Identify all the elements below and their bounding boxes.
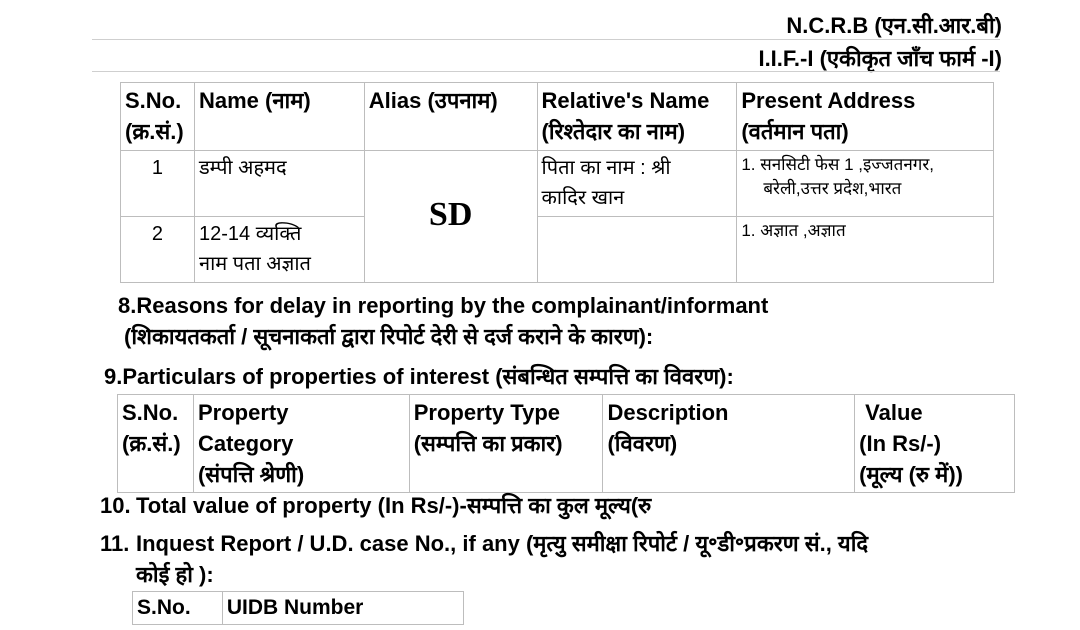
row-sno: 1 bbox=[121, 151, 195, 217]
section-9-title: 9.Particulars of properties of interest (संबन्धित सम्पत्ति का विवरण): bbox=[104, 364, 734, 389]
row-relative bbox=[537, 217, 737, 283]
row-name: 12-14 व्यक्ति नाम पता अज्ञात bbox=[194, 217, 364, 283]
row-sno: 2 bbox=[121, 217, 195, 283]
property-table bbox=[117, 394, 1015, 493]
row-address: 1. अज्ञात ,अज्ञात bbox=[737, 217, 994, 283]
row-alias bbox=[364, 151, 537, 283]
section-11-title-cont: कोई हो ): bbox=[136, 562, 214, 587]
row-name: डम्पी अहमद bbox=[194, 151, 364, 217]
col-sno: S.No. (क्र.सं.) bbox=[118, 395, 194, 493]
col-description: Description (विवरण) bbox=[603, 395, 855, 493]
col-category: Property Category (संपत्ति श्रेणी) bbox=[193, 395, 409, 493]
header-divider-1 bbox=[92, 39, 1000, 40]
header-iif: I.I.F.-I (एकीकृत जाँच फार्म -I) bbox=[758, 46, 1002, 71]
sd-stamp: SD bbox=[428, 195, 473, 233]
header-ncrb: N.C.R.B (एन.सी.आर.बी) bbox=[786, 13, 1002, 38]
col-alias: Alias (उपनाम) bbox=[364, 83, 537, 151]
section-11-title: Inquest Report / U.D. case No., if any (मृत्यु समीक्षा रिपोर्ट / यू॰डी॰प्रकरण सं., यदि bbox=[136, 531, 869, 556]
col-relative: Relative's Name (रिश्तेदार का नाम) bbox=[537, 83, 737, 151]
section-8-subtitle: (शिकायतकर्ता / सूचनाकर्ता द्वारा रिपोर्ट देरी से दर्ज कराने के कारण): bbox=[124, 324, 654, 349]
table-row bbox=[121, 151, 994, 217]
col-uidb-number: UIDB Number bbox=[222, 592, 463, 625]
section-10-number: 10. bbox=[100, 493, 131, 518]
col-value: Value (In Rs/-) (मूल्य (रु में)) bbox=[855, 395, 1015, 493]
row-relative: पिता का नाम : श्री कादिर खान bbox=[537, 151, 737, 217]
section-8-title: 8.Reasons for delay in reporting by the complainant/informant bbox=[118, 293, 769, 318]
col-sno: S.No. (क्र.सं.) bbox=[121, 83, 195, 151]
table-row bbox=[121, 217, 994, 283]
accused-table bbox=[120, 82, 994, 283]
col-name: Name (नाम) bbox=[194, 83, 364, 151]
section-10-title: Total value of property (In Rs/-)-सम्पत्ति का कुल मूल्य(रु bbox=[136, 493, 652, 518]
col-type: Property Type (सम्पत्ति का प्रकार) bbox=[409, 395, 603, 493]
section-11-number: 11. bbox=[100, 531, 130, 556]
col-address: Present Address (वर्तमान पता) bbox=[737, 83, 994, 151]
uidb-table bbox=[132, 591, 464, 625]
header-divider-2 bbox=[92, 71, 1000, 72]
row-address: 1. सनसिटी फेस 1 ,इज्जतनगर, बरेली,उत्तर प्रदेश,भारत bbox=[737, 151, 994, 217]
col-sno: S.No. bbox=[133, 592, 223, 625]
